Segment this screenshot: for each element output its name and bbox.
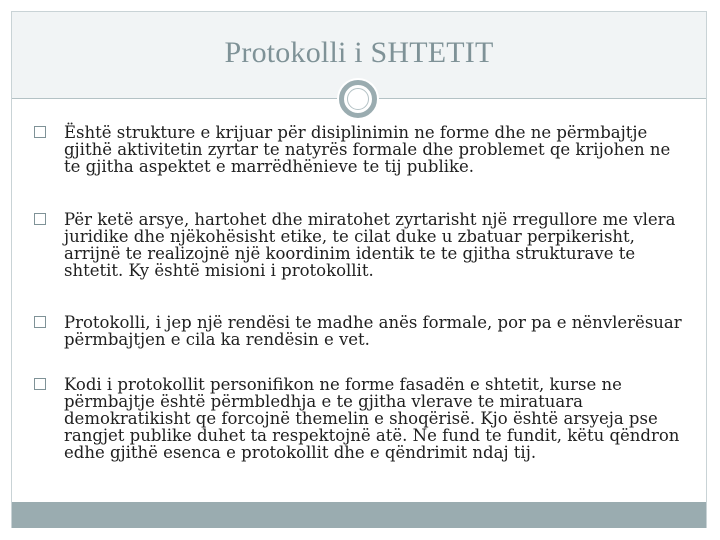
bullet-item	[34, 211, 686, 279]
slide-title: Protokolli i SHTETIT	[224, 36, 494, 69]
ring-ornament	[339, 80, 377, 118]
bullet-text: Është strukture e krijuar për disiplinimin ne forme dhe ne përmbajtje gjithë aktivitetin zyrtar te natyrës formale dhe problemet qe krijohen ne te gjitha aspektet e marrëdhënieve te tij publike.	[64, 123, 671, 176]
bullet-square-icon	[34, 378, 46, 390]
bullet-square-icon	[34, 316, 46, 328]
bullet-square-icon	[34, 213, 46, 225]
bullet-item	[34, 314, 686, 348]
bullet-text: Kodi i protokollit personifikon ne forme fasadën e shtetit, kurse ne përmbajtje është përmbledhja e te gjitha vlerave te miratuara demokratikisht qe forcojnë themelin e shoqërisë. Kjo është arsyeja pse rangjet publike duhet ta respektojnë atë. Ne fund te fundit, këtu qëndron edhe gjithë esenca e protokollit dhe e qëndrimit ndaj tij.	[64, 375, 680, 462]
footer-bar	[12, 502, 706, 528]
bullet-item	[34, 376, 686, 461]
bullet-text: Protokolli, i jep një rendësi te madhe anës formale, por pa e nënvlerësuar përmbajtjen e cila ka rendësin e vet.	[64, 313, 682, 349]
bullet-square-icon	[34, 126, 46, 138]
bullet-item	[34, 124, 686, 175]
bullet-text: Për ketë arsye, hartohet dhe miratohet zyrtarisht një rregullore me vlera juridike dhe njëkohësisht etike, te cilat duke u zbatuar perpikerisht, arrijnë te realizojnë një koordinim identik te te gjitha strukturave te shtetit. Ky është misioni i protokollit.	[64, 210, 676, 280]
